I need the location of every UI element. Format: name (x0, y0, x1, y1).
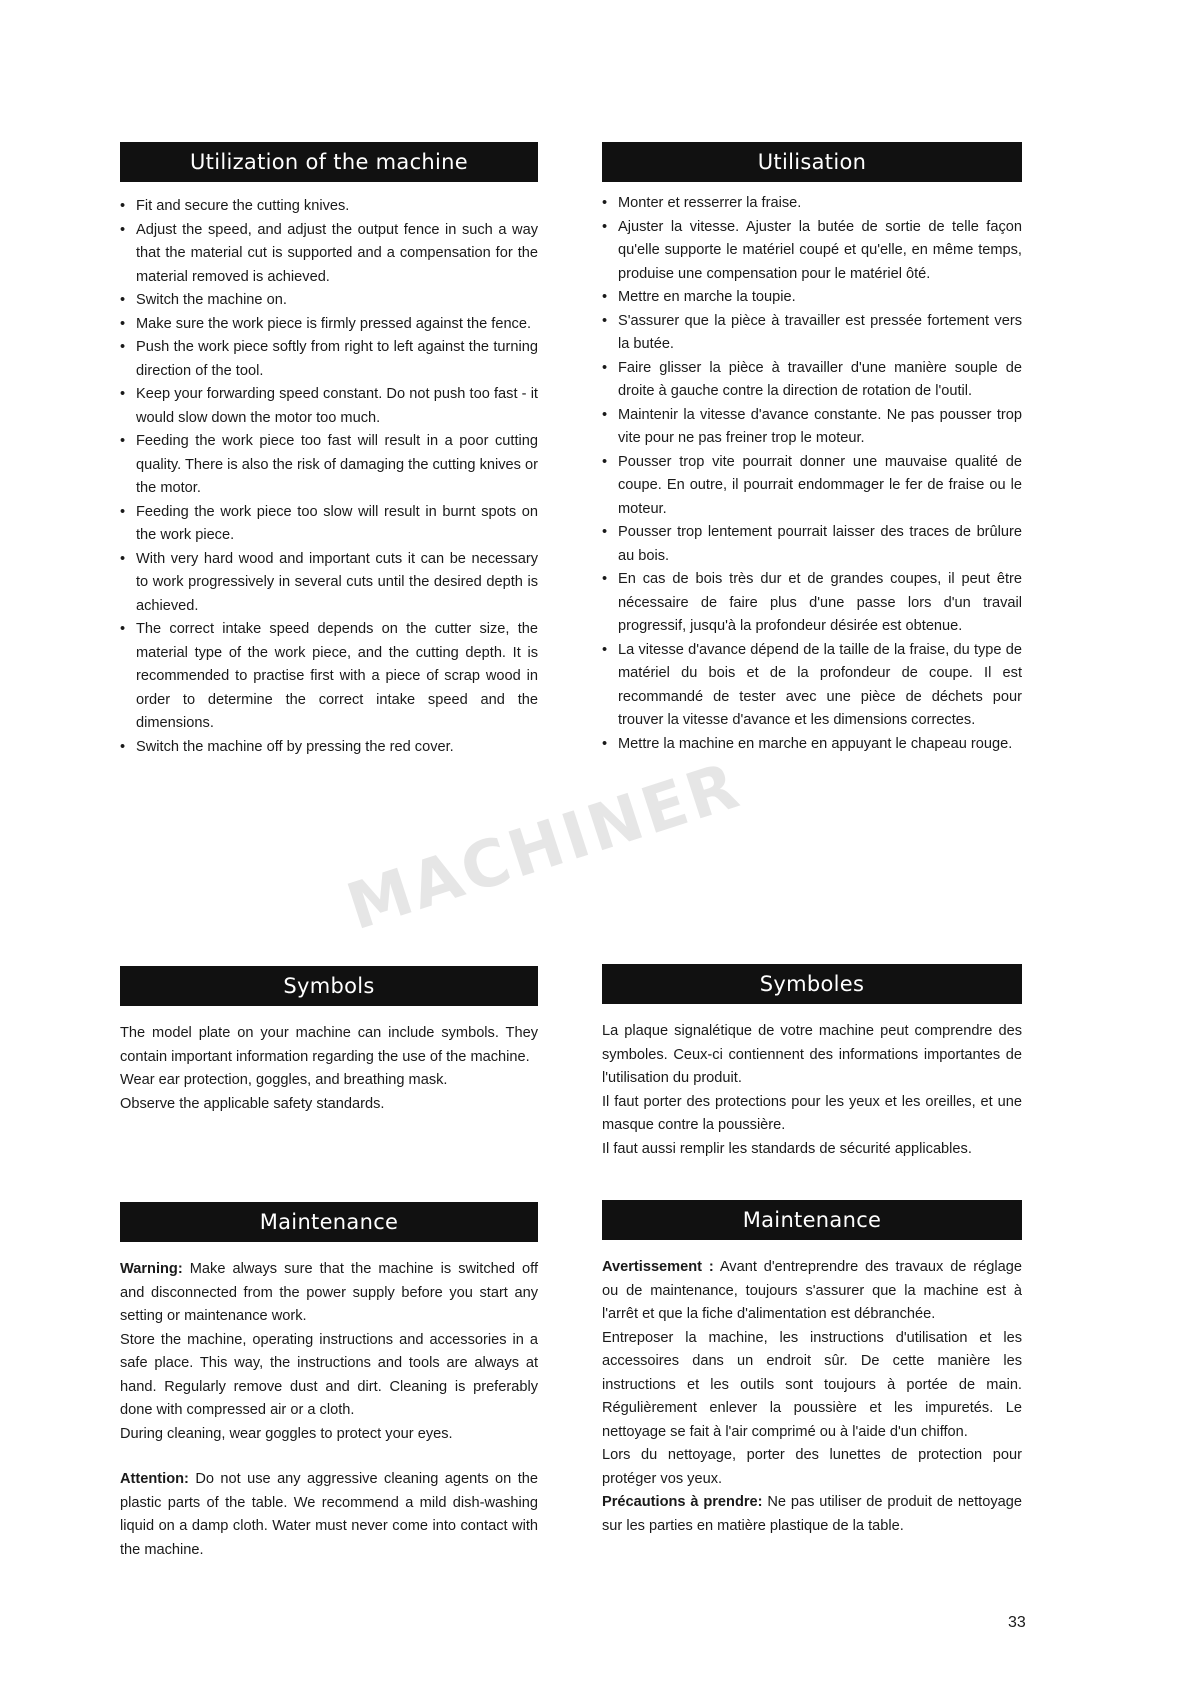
symboles-paragraph-1: La plaque signalétique de votre machine peut comprendre des symboles. Ceux-ci contiennent des informations importantes de l'utilisation du produit. (602, 1023, 1022, 1086)
utilization-list-item: • Fit and secure the cutting knives. (120, 195, 538, 219)
maintenance-fr-paragraph-3: Lors du nettoyage, porter des lunettes de protection pour protéger vos yeux. (602, 1447, 1022, 1487)
utilisation-list-item: • Pousser trop vite pourrait donner une mauvaise qualité de coupe. En outre, il pourrait endommager le fer de fraise ou le moteur. (602, 451, 1022, 522)
utilization-list-item: • Make sure the work piece is firmly pressed against the fence. (120, 313, 538, 337)
utilisation-list-item: • Monter et resserrer la fraise. (602, 192, 1022, 216)
utilisation-list-item: • Pousser trop lentement pourrait laisser des traces de brûlure au bois. (602, 521, 1022, 568)
section-maintenance-en (120, 1202, 538, 1562)
utilisation-list-item: • Ajuster la vitesse. Ajuster la butée de sortie de telle façon qu'elle supporte le matériel coupé et qu'elle, en même temps, produise une compensation pour le matériel ôté. (602, 216, 1022, 287)
utilisation-list-item: • S'assurer que la pièce à travailler est pressée fortement vers la butée. (602, 310, 1022, 357)
section-utilisation-fr (602, 142, 1022, 756)
utilisation-list-item: • La vitesse d'avance dépend de la taille de la fraise, du type de matériel du bois et de la profondeur de coupe. Il est recommandé de tester avec une pièce de déchets pour trouver la vitesse d'avance et les dimensions correctes. (602, 639, 1022, 733)
utilization-list-item: • With very hard wood and important cuts it can be necessary to work progressively in several cuts until the desired depth is achieved. (120, 548, 538, 619)
maintenance-fr-paragraph-2: Entreposer la machine, les instructions d'utilisation et les accessoires dans un endroit sûr. De cette manière les instructions et les outils sont toujours à portée de main. Régulièrement enlever la poussière et les impuretés. Le nettoyage se fait à l'air comprimé ou à l'aide d'un chiffon. (602, 1329, 1022, 1440)
maintenance-fr-heading: Maintenance (602, 1200, 1022, 1240)
section-symbols-en (120, 966, 538, 1116)
avertissement-text: Avant d'entreprendre des travaux de réglage ou de maintenance, toujours s'assurer que la machine est à l'arrêt et que la fiche d'alimentation est débranchée. (602, 1259, 1022, 1322)
utilization-list-item: • Switch the machine on. (120, 289, 538, 313)
warning-text: Make always sure that the machine is switched off and disconnected from the power supply before you start any setting or maintenance work. (120, 1261, 538, 1324)
utilization-list-item: • Adjust the speed, and adjust the output fence in such a way that the material cut is supported and a compensation for the material removed is achieved. (120, 219, 538, 290)
utilisation-list-item: • Maintenir la vitesse d'avance constante. Ne pas pousser trop vite pour ne pas freiner trop le moteur. (602, 404, 1022, 451)
maintenance-paragraph-2: Store the machine, operating instructions and accessories in a safe place. This way, the instructions and tools are always at hand. Regularly remove dust and dirt. Cleaning is preferably done with compressed air or a cloth. (120, 1331, 538, 1418)
maintenance-heading: Maintenance (120, 1202, 538, 1242)
utilisation-list-item: • Mettre en marche la toupie. (602, 286, 1022, 310)
page-number: 33 (1008, 1614, 1026, 1631)
utilisation-list-item: • Mettre la machine en marche en appuyant le chapeau rouge. (602, 733, 1022, 757)
symboles-paragraph-3: Il faut aussi remplir les standards de sécurité applicables. (602, 1140, 972, 1157)
symboles-heading: Symboles (602, 964, 1022, 1004)
maintenance-attention (120, 1468, 538, 1562)
symbols-paragraph-2: Wear ear protection, goggles, and breathing mask. (120, 1072, 448, 1088)
section-maintenance-fr (602, 1200, 1022, 1538)
utilisation-heading: Utilisation (602, 142, 1022, 182)
section-symboles-fr (602, 964, 1022, 1161)
utilisation-list-item: • Faire glisser la pièce à travailler d'une manière souple de droite à gauche contre la direction de rotation de l'outil. (602, 357, 1022, 404)
maintenance-warning (120, 1258, 538, 1329)
section-utilization-en (120, 142, 538, 759)
utilization-list-item: • Switch the machine off by pressing the red cover. (120, 736, 538, 760)
attention-label: Attention: (120, 1471, 189, 1487)
utilization-heading: Utilization of the machine (120, 142, 538, 182)
precautions-text: Ne pas utiliser de produit de nettoyage sur les parties en matière plastique de la table. (602, 1494, 1022, 1534)
utilization-list-item: • Feeding the work piece too slow will result in burnt spots on the work piece. (120, 501, 538, 548)
watermark: MACHINER (338, 748, 750, 946)
utilization-list-item: • The correct intake speed depends on the cutter size, the material type of the work piece, and the cutting depth. It is recommended to practise first with a piece of scrap wood in order to determine the correct intake speed and the dimensions. (120, 618, 538, 736)
maintenance-paragraph-3: During cleaning, wear goggles to protect your eyes. (120, 1425, 453, 1442)
symbols-heading: Symbols (120, 966, 538, 1006)
utilization-list (120, 195, 538, 759)
utilization-list-item: • Feeding the work piece too fast will result in a poor cutting quality. There is also the risk of damaging the cutting knives or the motor. (120, 430, 538, 501)
avertissement-label: Avertissement : (602, 1259, 714, 1275)
attention-text: Do not use any aggressive cleaning agents on the plastic parts of the table. We recommend a mild dish-washing liquid on a damp cloth. Water must never come into contact with the machine. (120, 1471, 538, 1558)
maintenance-fr-warning (602, 1256, 1022, 1327)
symbols-paragraph-1: The model plate on your machine can include symbols. They contain important information regarding the use of the machine. (120, 1025, 538, 1065)
symboles-paragraph-2: Il faut porter des protections pour les yeux et les oreilles, et une masque contre la poussière. (602, 1093, 1022, 1133)
symbols-paragraph-3: Observe the applicable safety standards. (120, 1095, 385, 1112)
precautions-label: Précautions à prendre: (602, 1494, 763, 1510)
utilisation-list-item: • En cas de bois très dur et de grandes coupes, il peut être nécessaire de faire plus d'une passe lors d'un travail progressif, jusqu'à la profondeur désirée est obtenue. (602, 568, 1022, 639)
maintenance-fr-precautions (602, 1491, 1022, 1538)
utilization-list-item: • Push the work piece softly from right to left against the turning direction of the tool. (120, 336, 538, 383)
utilization-list-item: • Keep your forwarding speed constant. Do not push too fast - it would slow down the motor too much. (120, 383, 538, 430)
utilisation-list (602, 192, 1022, 756)
warning-label: Warning: (120, 1261, 183, 1277)
